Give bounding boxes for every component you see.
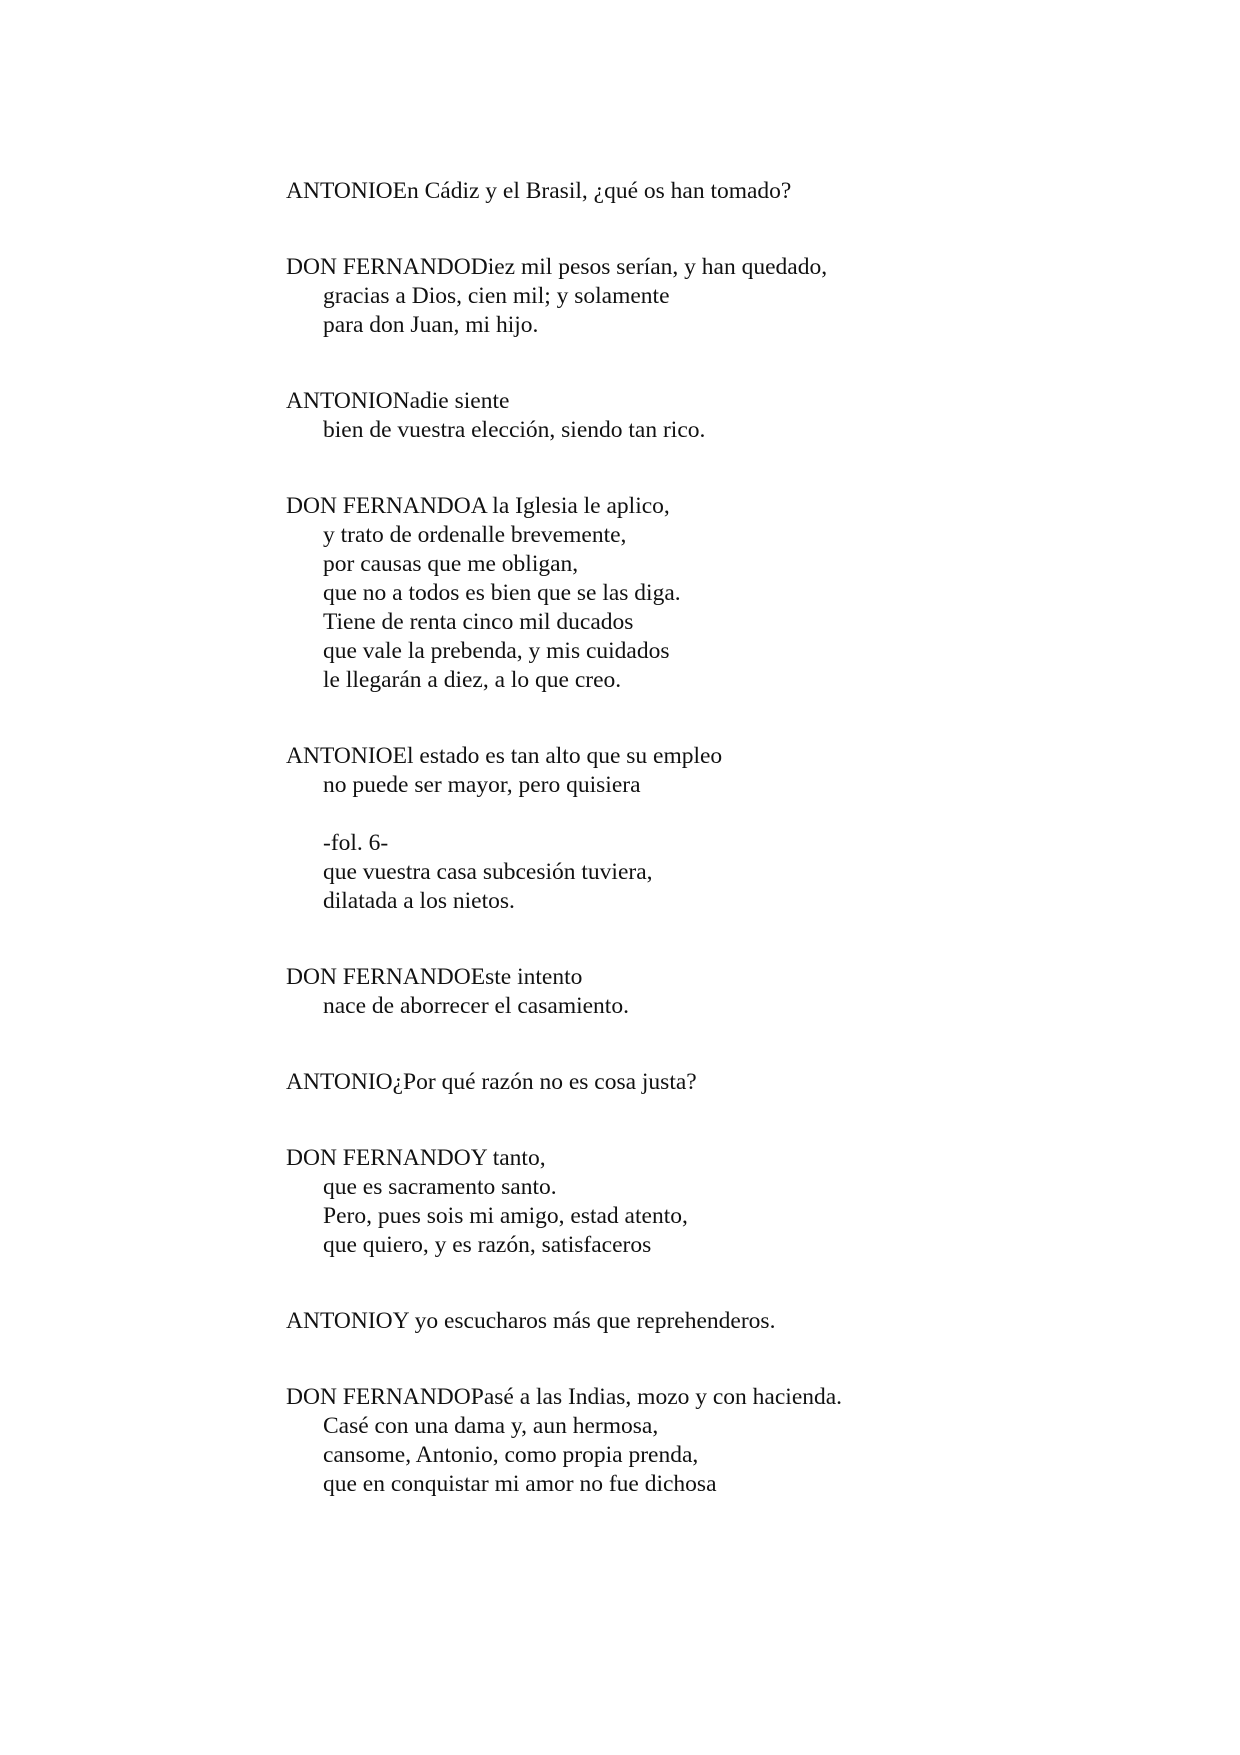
- speech-block: [286, 963, 1186, 1021]
- verse-text: Y tanto,: [470, 1145, 546, 1171]
- speech-block: [286, 1307, 1186, 1336]
- verse-text: Diez mil pesos serían, y han quedado,: [470, 254, 828, 280]
- verse-line: que vuestra casa subcesión tuviera,: [323, 859, 653, 885]
- verse-text: Este intento: [470, 964, 583, 990]
- speech-block: [286, 1068, 1186, 1097]
- speech-first-line: [286, 1307, 1186, 1336]
- speech-first-line: [286, 963, 1186, 992]
- speech-block: [286, 742, 1186, 916]
- verse-text: En Cádiz y el Brasil, ¿qué os han tomado?: [392, 178, 792, 204]
- verse-line: Casé con una dama y, aun hermosa,: [323, 1413, 659, 1439]
- verse-line: Pero, pues sois mi amigo, estad atento,: [323, 1203, 688, 1229]
- speech-block: [286, 177, 1186, 206]
- speech-first-line: [286, 1383, 1186, 1412]
- speech-block: [286, 387, 1186, 445]
- speech-block: [286, 253, 1186, 340]
- speech-block: [286, 492, 1186, 695]
- speech-first-line: [286, 253, 1186, 282]
- speaker-name: ANTONIO: [286, 1069, 393, 1095]
- verse-line: le llegarán a diez, a lo que creo.: [323, 667, 622, 693]
- speech-first-line: [286, 1144, 1186, 1173]
- verse-line: no puede ser mayor, pero quisiera: [323, 772, 641, 798]
- verse-line: cansome, Antonio, como propia prenda,: [323, 1442, 699, 1468]
- verse-line: nace de aborrecer el casamiento.: [323, 993, 629, 1019]
- speech-first-line: [286, 742, 1186, 771]
- speaker-name: DON FERNANDO: [286, 1384, 471, 1410]
- speaker-name: DON FERNANDO: [286, 493, 471, 519]
- verse-line: por causas que me obligan,: [323, 551, 579, 577]
- verse-line: para don Juan, mi hijo.: [323, 312, 539, 338]
- verse-line: que en conquistar mi amor no fue dichosa: [323, 1471, 717, 1497]
- speech-first-line: [286, 492, 1186, 521]
- verse-line: que es sacramento santo.: [323, 1174, 557, 1200]
- verse-text: El estado es tan alto que su empleo: [392, 743, 723, 769]
- speaker-name: DON FERNANDO: [286, 1145, 471, 1171]
- document-page: [286, 177, 1186, 1499]
- speaker-name: DON FERNANDO: [286, 964, 471, 990]
- verse-line: bien de vuestra elección, siendo tan rico.: [323, 417, 706, 443]
- verse-line: que no a todos es bien que se las diga.: [323, 580, 681, 606]
- verse-line: dilatada a los nietos.: [323, 888, 515, 914]
- verse-text: Y yo escucharos más que reprehenderos.: [392, 1308, 776, 1334]
- speech-first-line: [286, 177, 1186, 206]
- folio-marker: -fol. 6-: [323, 830, 389, 856]
- verse-text: A la Iglesia le aplico,: [470, 493, 670, 519]
- speaker-name: ANTONIO: [286, 388, 393, 414]
- verse-line: que quiero, y es razón, satisfaceros: [323, 1232, 652, 1258]
- speaker-name: ANTONIO: [286, 178, 393, 204]
- verse-line: Tiene de renta cinco mil ducados: [323, 609, 634, 635]
- verse-text: ¿Por qué razón no es cosa justa?: [392, 1069, 697, 1095]
- verse-line: que vale la prebenda, y mis cuidados: [323, 638, 670, 664]
- speaker-name: ANTONIO: [286, 1308, 393, 1334]
- speaker-name: ANTONIO: [286, 743, 393, 769]
- speaker-name: DON FERNANDO: [286, 254, 471, 280]
- verse-text: Pasé a las Indias, mozo y con hacienda.: [470, 1384, 843, 1410]
- line-spacer: [286, 800, 1186, 829]
- verse-line: y trato de ordenalle brevemente,: [323, 522, 627, 548]
- speech-first-line: [286, 1068, 1186, 1097]
- speech-first-line: [286, 387, 1186, 416]
- verse-line: gracias a Dios, cien mil; y solamente: [323, 283, 670, 309]
- verse-text: Nadie siente: [392, 388, 510, 414]
- speech-block: [286, 1144, 1186, 1260]
- speech-block: [286, 1383, 1186, 1499]
